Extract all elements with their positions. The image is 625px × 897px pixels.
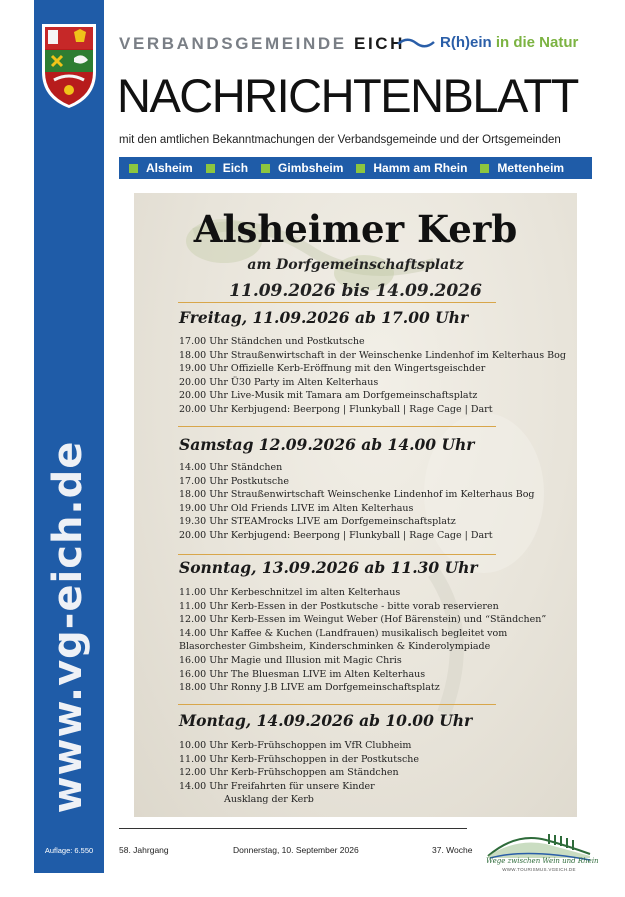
list-item: 17.00 Uhr Ständchen und Postkutsche xyxy=(179,336,365,347)
closing-line: Ausklang der Kerb xyxy=(224,794,314,806)
circulation-label: Auflage: 6.550 xyxy=(44,846,94,855)
list-item: 18.00 Uhr Straußenwirtschaft Weinschenke Lindenhof im Kelterhaus Bog xyxy=(179,489,535,501)
slogan-part1: R(h)ein xyxy=(440,34,492,51)
municipality-nav xyxy=(119,157,592,179)
slogan xyxy=(440,34,578,51)
day-items-sunday xyxy=(179,586,546,695)
list-item: 16.00 Uhr Magie und Illusion mit Magic Chris xyxy=(179,654,402,666)
slogan-part2: in die Natur xyxy=(495,34,579,51)
day-heading-friday: Freitag, 11.09.2026 ab 17.00 Uhr xyxy=(179,308,469,327)
nav-item-alsheim[interactable]: Alsheim xyxy=(129,161,193,175)
list-item: 14.00 Uhr Kaffee & Kuchen (Landfrauen) musikalisch begleitet vom xyxy=(179,627,508,639)
list-item: 17.00 Uhr Postkutsche xyxy=(179,475,289,487)
event-poster xyxy=(134,193,577,817)
coat-of-arms-icon xyxy=(34,20,104,112)
list-item: 18.00 Uhr Straußenwirtschaft in der Weinschenke Lindenhof im Kelterhaus Bog xyxy=(179,349,566,361)
poster-dates: 11.09.2026 bis 14.09.2026 xyxy=(229,281,482,301)
tourism-url[interactable]: WWW.TOURISMUS.VGEICH.DE xyxy=(502,867,576,872)
list-item: 20.00 Uhr Kerbjugend: Beerpong | Flunkyball | Rage Cage | Dart xyxy=(179,403,493,415)
list-item: 11.00 Uhr Kerb-Essen in der Postkutsche - bitte vorab reservieren xyxy=(179,600,499,612)
masthead: NACHRICHTENBLATT xyxy=(117,69,578,122)
nav-item-hamm-am-rhein[interactable]: Hamm am Rhein xyxy=(356,161,467,175)
divider xyxy=(178,704,496,705)
day-heading-monday: Montag, 14.09.2026 ab 10.00 Uhr xyxy=(179,711,473,730)
divider xyxy=(178,426,496,427)
tourism-logo-text: Wege zwischen Wein und Rhein xyxy=(486,857,599,865)
divider xyxy=(178,554,496,555)
nav-item-gimbsheim[interactable]: Gimbsheim xyxy=(261,161,343,175)
nav-item-eich[interactable]: Eich xyxy=(206,161,248,175)
square-bullet-icon xyxy=(480,164,489,173)
list-item: 11.00 Uhr Kerbeschnitzel im alten Kelterhaus xyxy=(179,587,401,598)
municipality-title xyxy=(119,34,405,54)
list-item: 12.00 Uhr Kerb-Frühschoppen am Ständchen xyxy=(179,767,399,779)
poster-title: Alsheimer Kerb xyxy=(193,207,518,251)
square-bullet-icon xyxy=(206,164,215,173)
list-item: 19.00 Uhr Old Friends LIVE im Alten Kelterhaus xyxy=(179,502,414,514)
list-item: 19.00 Uhr Offizielle Kerb-Eröffnung mit den Wingertsgeischder xyxy=(179,363,486,375)
square-bullet-icon xyxy=(356,164,365,173)
issue-date: Donnerstag, 10. September 2026 xyxy=(233,845,359,855)
municipality-prefix: VERBANDSGEMEINDE xyxy=(119,34,347,53)
website-url[interactable]: www.vg-eich.de xyxy=(45,440,91,814)
wave-icon xyxy=(397,36,435,50)
week-label: 37. Woche xyxy=(432,845,473,855)
list-item: 18.00 Uhr Ronny J.B LIVE am Dorfgemeinschaftsplatz xyxy=(179,682,440,694)
divider xyxy=(178,302,496,303)
municipality-name: EICH xyxy=(354,34,406,53)
masthead-subtitle: mit den amtlichen Bekanntmachungen der Verbandsgemeinde und der Ortsgemeinden xyxy=(119,134,561,146)
list-item: 10.00 Uhr Kerb-Frühschoppen im VfR Clubheim xyxy=(179,740,412,751)
list-item: Blasorchester Gimbsheim, Kinderschminken & Kinderolympiade xyxy=(179,641,491,653)
poster-subtitle: am Dorfgemeinschaftsplatz xyxy=(247,257,464,273)
nav-item-mettenheim[interactable]: Mettenheim xyxy=(480,161,564,175)
volume-label: 58. Jahrgang xyxy=(119,845,169,855)
day-heading-saturday: Samstag 12.09.2026 ab 14.00 Uhr xyxy=(179,435,475,454)
list-item: 19.30 Uhr STEAMrocks LIVE am Dorfgemeinschaftsplatz xyxy=(179,516,456,528)
list-item: 12.00 Uhr Kerb-Essen im Weingut Weber (Hof Bärenstein) und “Ständchen” xyxy=(179,614,547,626)
tourism-logo-icon xyxy=(486,830,599,872)
list-item: 16.00 Uhr The Bluesman LIVE im Alten Kelterhaus xyxy=(179,668,426,680)
list-item: 20.00 Uhr Live-Musik mit Tamara am Dorfgemeinschaftsplatz xyxy=(179,390,478,402)
footer-divider xyxy=(119,828,467,829)
day-items-saturday xyxy=(179,461,535,543)
list-item: 14.00 Uhr Freifahrten für unsere Kinder xyxy=(179,780,375,792)
list-item: 11.00 Uhr Kerb-Frühschoppen in der Postkutsche xyxy=(179,753,420,765)
square-bullet-icon xyxy=(261,164,270,173)
list-item: 20.00 Uhr Ü30 Party im Alten Kelterhaus xyxy=(179,376,379,388)
list-item: 20.00 Uhr Kerbjugend: Beerpong | Flunkyball | Rage Cage | Dart xyxy=(179,529,493,541)
day-items-friday xyxy=(179,335,566,417)
list-item: 14.00 Uhr Ständchen xyxy=(179,462,283,473)
day-heading-sunday: Sonntag, 13.09.2026 ab 11.30 Uhr xyxy=(179,558,478,577)
square-bullet-icon xyxy=(129,164,138,173)
day-items-monday xyxy=(179,739,419,807)
